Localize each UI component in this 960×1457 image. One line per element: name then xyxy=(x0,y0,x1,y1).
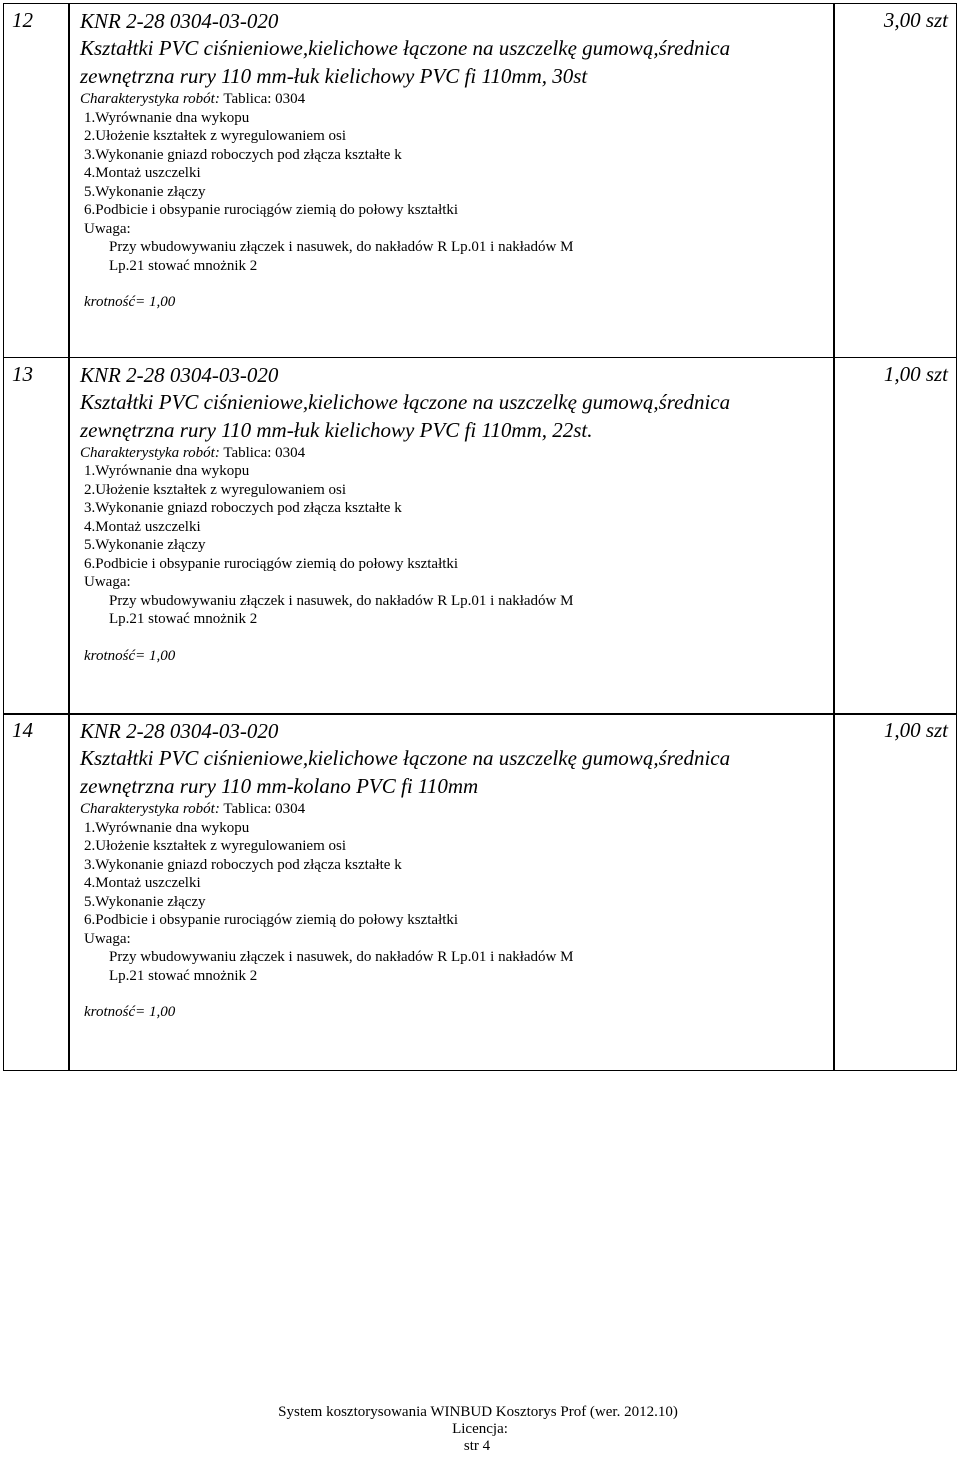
column-divider xyxy=(833,358,835,714)
characteristics-table: Tablica: 0304 xyxy=(223,91,306,107)
work-step: 2.Ułożenie kształtek z wyregulowaniem osi xyxy=(84,128,347,144)
footer-system: System kosztorysowania WINBUD Kosztorys Prof (wer. 2012.10) xyxy=(278,1404,678,1420)
work-step: 2.Ułożenie kształtek z wyregulowaniem osi xyxy=(84,481,347,498)
remark-label: Uwaga: xyxy=(84,574,131,590)
remark-label: Uwaga: xyxy=(84,220,131,237)
position-number: 14 xyxy=(12,718,33,742)
position-quantity: 1,00 szt xyxy=(883,361,948,386)
work-characteristics xyxy=(80,90,825,109)
position-row-13 xyxy=(3,357,957,715)
norm-code: KNR 2-28 0304-03-020 xyxy=(80,719,279,743)
characteristics-label: Charakterystyka robót: xyxy=(80,444,220,461)
work-step: 4.Montaż uszczelki xyxy=(84,518,201,535)
work-step: 4.Montaż uszczelki xyxy=(84,875,201,891)
work-step: 2.Ułożenie kształtek z wyregulowaniem osi xyxy=(84,838,347,854)
position-row-12 xyxy=(3,3,957,358)
column-divider xyxy=(833,4,835,357)
column-divider xyxy=(68,358,70,714)
column-divider xyxy=(68,714,70,1070)
work-step: 3.Wykonanie gniazd roboczych pod złącza kształte k xyxy=(84,856,402,873)
characteristics-table: Tablica: 0304 xyxy=(223,444,306,461)
norm-code: KNR 2-28 0304-03-020 xyxy=(80,9,279,33)
work-step: 6.Podbicie i obsypanie rurociągów ziemią do połowy kształtki xyxy=(84,202,459,218)
remark-label: Uwaga: xyxy=(84,930,131,947)
characteristics-label: Charakterystyka robót: xyxy=(80,91,220,107)
remark-text-line1: Przy wbudowywaniu złączek i nasuwek, do nakładów R Lp.01 i nakładów M xyxy=(109,949,574,965)
remark-text-line2: Lp.21 stować mnożnik 2 xyxy=(109,257,258,274)
position-description xyxy=(80,362,825,665)
column-divider xyxy=(68,4,70,357)
position-title-line2: zewnętrzna rury 110 mm-kolano PVC fi 110mm xyxy=(80,774,479,798)
position-number: 12 xyxy=(12,8,33,32)
footer-license: Licencja: xyxy=(452,1421,508,1437)
work-step: 5.Wykonanie złączy xyxy=(84,893,206,910)
work-step: 1.Wyrównanie dna wykopu xyxy=(84,463,250,479)
column-divider xyxy=(833,714,835,1070)
work-characteristics xyxy=(80,444,825,463)
position-quantity: 3,00 szt xyxy=(883,8,948,32)
position-description xyxy=(80,718,825,1021)
work-step: 3.Wykonanie gniazd roboczych pod złącza kształte k xyxy=(84,146,402,163)
position-title-line1: Kształtki PVC ciśnieniowe,kielichowe łączone na uszczelkę gumową,średnica xyxy=(80,389,731,414)
position-number: 13 xyxy=(12,361,33,386)
footer-page-number: str 4 xyxy=(463,1438,491,1454)
position-title-line2: zewnętrzna rury 110 mm-łuk kielichowy PVC fi 110mm, 22st. xyxy=(80,417,593,442)
position-quantity: 1,00 szt xyxy=(883,718,948,742)
position-title-line1: Kształtki PVC ciśnieniowe,kielichowe łączone na uszczelkę gumową,średnica xyxy=(80,746,731,770)
work-step: 6.Podbicie i obsypanie rurociągów ziemią do połowy kształtki xyxy=(84,555,459,572)
work-step: 5.Wykonanie złączy xyxy=(84,183,206,200)
cost-estimate-table xyxy=(3,3,957,1071)
work-step: 1.Wyrównanie dna wykopu xyxy=(84,109,250,126)
remark-text-line2: Lp.21 stować mnożnik 2 xyxy=(109,611,258,627)
position-title-line1: Kształtki PVC ciśnieniowe,kielichowe łączone na uszczelkę gumową,średnica xyxy=(80,36,731,60)
work-step: 5.Wykonanie złączy xyxy=(84,537,206,553)
position-description xyxy=(80,8,825,311)
remark-text-line1: Przy wbudowywaniu złączek i nasuwek, do nakładów R Lp.01 i nakładów M xyxy=(109,239,574,255)
remark-text-line1: Przy wbudowywaniu złączek i nasuwek, do nakładów R Lp.01 i nakładów M xyxy=(109,592,574,609)
work-step: 4.Montaż uszczelki xyxy=(84,165,201,181)
multiplicity: krotność= 1,00 xyxy=(84,1004,176,1020)
work-characteristics xyxy=(80,800,825,819)
work-step: 6.Podbicie i obsypanie rurociągów ziemią do połowy kształtki xyxy=(84,912,459,928)
position-title-line2: zewnętrzna rury 110 mm-łuk kielichowy PVC fi 110mm, 30st xyxy=(80,64,588,88)
work-step: 3.Wykonanie gniazd roboczych pod złącza kształte k xyxy=(84,500,402,516)
norm-code: KNR 2-28 0304-03-020 xyxy=(80,362,279,387)
multiplicity: krotność= 1,00 xyxy=(84,647,176,664)
characteristics-label: Charakterystyka robót: xyxy=(80,801,220,817)
multiplicity: krotność= 1,00 xyxy=(84,294,176,310)
remark-text-line2: Lp.21 stować mnożnik 2 xyxy=(109,967,258,984)
work-step: 1.Wyrównanie dna wykopu xyxy=(84,819,250,836)
position-row-14 xyxy=(3,713,957,1071)
characteristics-table: Tablica: 0304 xyxy=(223,801,306,817)
